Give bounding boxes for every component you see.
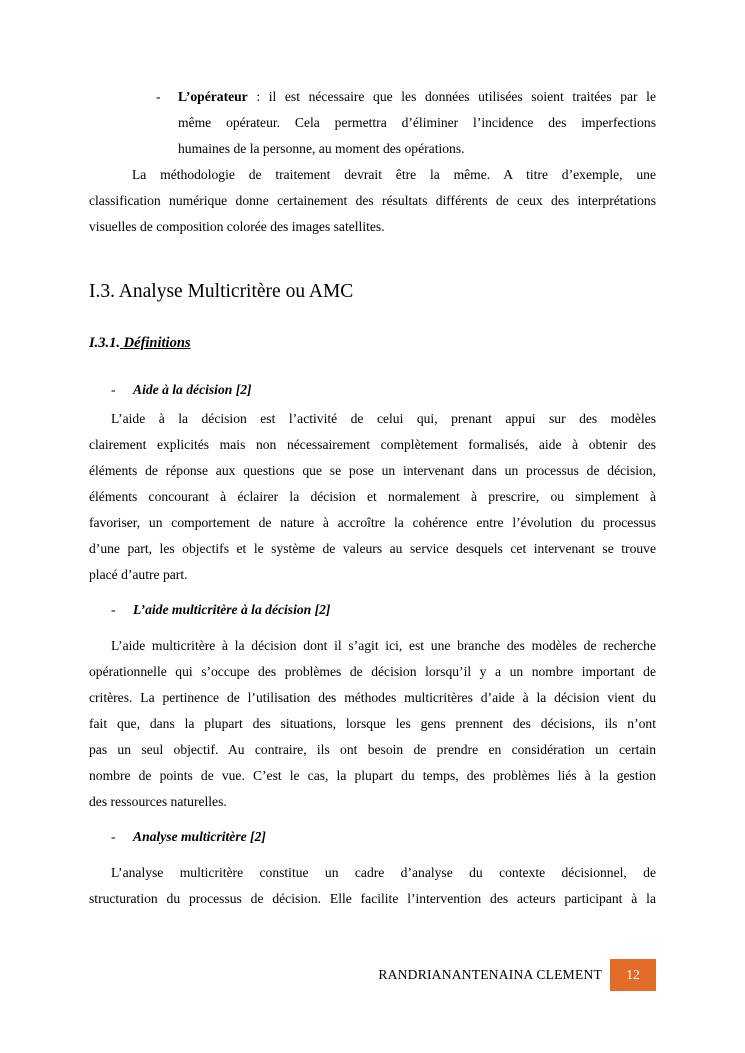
paragraph-line: critères. La pertinence de l’utilisation des méthodes multicritères d’aide à la décision vient du xyxy=(89,690,656,705)
subsection-title: Définitions xyxy=(120,335,191,351)
bullet-dash: - xyxy=(111,602,116,617)
analyse-multicritere-heading xyxy=(89,825,266,849)
operateur-term: L’opérateur xyxy=(178,89,248,104)
paragraph-line: pas un seul objectif. Au contraire, ils ont besoin de prendre en considération un certain xyxy=(89,742,656,757)
page-number-badge: 12 xyxy=(610,959,656,991)
bullet-dash: - xyxy=(111,382,116,397)
paragraph-line: placé d’autre part. xyxy=(89,567,188,582)
subsection-number: I.3.1. xyxy=(89,335,121,351)
paragraph-line: des ressources naturelles. xyxy=(89,794,227,809)
aide-multicritere-label: L’aide multicritère à la décision [2] xyxy=(133,602,331,617)
document-page xyxy=(89,0,656,1053)
footer-author: RANDRIANANTENAINA CLEMENT xyxy=(378,967,602,982)
aide-decision-heading xyxy=(89,378,252,402)
operateur-line-2: même opérateur. Cela permettra d’éliminer l’incidence des imperfections xyxy=(178,115,656,130)
paragraph-line: favoriser, un comportement de nature à accroître la cohérence entre l’évolution du processus xyxy=(89,515,656,530)
subsection-heading xyxy=(89,331,191,355)
paragraph-line: L’analyse multicritère constitue un cadre d’analyse du contexte décisionnel, de xyxy=(111,865,656,880)
bullet-dash: - xyxy=(111,829,116,844)
aide-multicritere-heading xyxy=(89,598,330,622)
aide-decision-label: Aide à la décision [2] xyxy=(133,382,252,397)
operateur-line-3: humaines de la personne, au moment des opérations. xyxy=(178,141,465,156)
paragraph-line: fait que, dans la plupart des situations, lorsque les gens prennent des décisions, ils n’ont xyxy=(89,716,656,731)
section-heading: I.3. Analyse Multicritère ou AMC xyxy=(89,281,354,302)
page-footer xyxy=(378,959,656,991)
paragraph-line: éléments concourant à éclairer la décision et normalement à prescrire, ou simplement à xyxy=(89,489,656,504)
paragraph-line: L’aide à la décision est l’activité de celui qui, prenant appui sur des modèles xyxy=(111,411,656,426)
operateur-line-1 xyxy=(178,84,656,110)
paragraph-line: éléments de réponse aux questions que se pose un intervenant dans un processus de décision, xyxy=(89,463,656,478)
paragraph-line: structuration du processus de décision. Elle facilite l’intervention des acteurs participant à la xyxy=(89,891,656,906)
aide-decision-paragraph xyxy=(89,406,656,588)
methodologie-line-1: La méthodologie de traitement devrait être la même. A titre d’exemple, une xyxy=(132,167,656,182)
analyse-multicritere-label: Analyse multicritère [2] xyxy=(133,829,266,844)
bullet-dash: - xyxy=(156,89,161,104)
analyse-multicritere-paragraph xyxy=(89,860,656,912)
operateur-bullet xyxy=(89,84,656,162)
paragraph-line: clairement explicités mais non nécessairement complètement formalisés, aide à obtenir des xyxy=(89,437,656,452)
methodologie-line-2: classification numérique donne certainement des résultats différents de ceux des interprétations xyxy=(89,193,656,208)
paragraph-line: L’aide multicritère à la décision dont il s’agit ici, est une branche des modèles de recherche xyxy=(111,638,656,653)
methodologie-paragraph xyxy=(89,162,656,240)
paragraph-line: opérationnelle qui s’occupe des problèmes de décision lorsqu’il y a un nombre important de xyxy=(89,664,656,679)
operateur-rest: : il est nécessaire que les données utilisées soient traitées par le xyxy=(247,89,656,104)
paragraph-line: d’une part, les objectifs et le système de valeurs au service desquels cet intervenant se trouve xyxy=(89,541,656,556)
paragraph-line: nombre de points de vue. C’est le cas, la plupart du temps, des problèmes liés à la gestion xyxy=(89,768,656,783)
aide-multicritere-paragraph xyxy=(89,633,656,815)
methodologie-line-3: visuelles de composition colorée des images satellites. xyxy=(89,219,385,234)
